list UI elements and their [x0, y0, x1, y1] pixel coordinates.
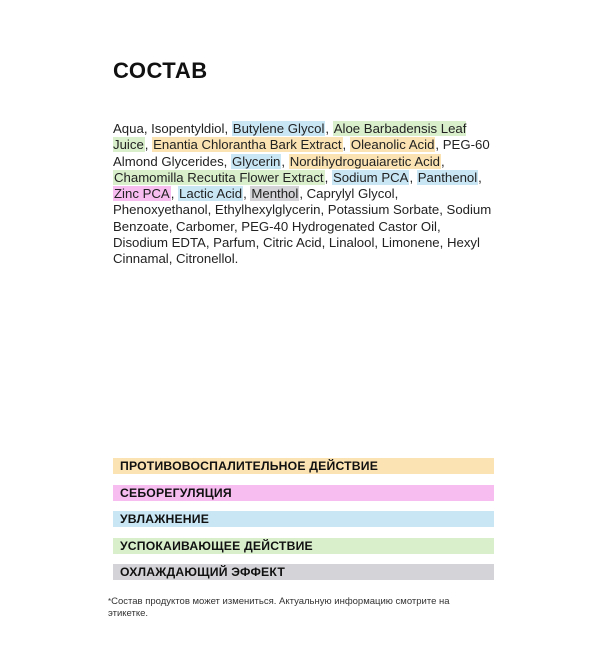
legend-item: ПРОТИВОВОСПАЛИТЕЛЬНОЕ ДЕЙСТВИЕ	[113, 458, 494, 474]
ingredient-highlight: Enantia Chlorantha Bark Extract	[153, 137, 342, 153]
ingredient-text: ,	[325, 121, 333, 136]
ingredient-text: , PEG-60 Almond Glycerides,	[113, 137, 490, 169]
ingredient-highlight: Chamomilla Recutita Flower Extract	[114, 169, 324, 185]
footnote	[108, 596, 468, 620]
legend-item: ОХЛАЖДАЮЩИЙ ЭФФЕКТ	[113, 564, 494, 580]
ingredient-highlight: Aloe Barbadensis Leaf Juice	[113, 121, 467, 153]
ingredient-text: , Caprylyl Glycol, Phenoxyethanol, Ethylhexylglycerin, Potassium Sorbate, Sodium Benzoate, Carbomer, PEG-40 Hydrogenated Castor Oil, Disodium EDTA, Parfum, Citric Acid, Linalool, Limonene, Hexyl Cinnamal, Citronellol.	[113, 186, 492, 267]
ingredient-text: , Isopentyldiol,	[143, 121, 232, 136]
ingredient-text: ,	[478, 169, 482, 185]
page-title: СОСТАВ	[113, 58, 208, 83]
ingredient-text: ,	[324, 169, 332, 185]
legend	[113, 458, 494, 591]
ingredient-highlight: Lactic Acid	[179, 186, 243, 202]
ingredient-text: ,	[409, 169, 417, 185]
ingredient-text: ,	[170, 186, 179, 202]
ingredient-text: ,	[243, 186, 251, 202]
ingredient-highlight: Sodium PCA	[332, 169, 409, 185]
ingredient-highlight: Nordihydroguaiaretic Acid	[289, 153, 440, 169]
ingredient-highlight: Butylene Glycol	[232, 121, 325, 136]
ingredient-text: ,	[144, 137, 153, 153]
legend-item: УВЛАЖНЕНИЕ	[113, 511, 494, 527]
footnote-text: Состав продуктов может измениться. Актуальную информацию смотрите на этикетке.	[108, 596, 450, 619]
ingredient-highlight: Glycerin	[232, 153, 281, 169]
ingredient-highlight: Panthenol	[417, 169, 478, 185]
legend-item: УСПОКАИВАЮЩЕЕ ДЕЙСТВИЕ	[113, 538, 494, 554]
ingredient-text: ,	[440, 153, 445, 169]
footnote-asterisk: *	[108, 597, 112, 606]
ingredient-text: ,	[281, 153, 289, 169]
ingredient-highlight: Menthol	[251, 186, 299, 202]
ingredient-text: Aqua	[113, 121, 144, 136]
ingredient-highlight: Zinc PCA	[114, 186, 170, 202]
ingredient-text: ,	[342, 137, 350, 153]
ingredients-list	[113, 121, 498, 268]
legend-item: СЕБОРЕГУЛЯЦИЯ	[113, 485, 494, 501]
ingredient-highlight: Oleanolic Acid	[350, 137, 435, 153]
